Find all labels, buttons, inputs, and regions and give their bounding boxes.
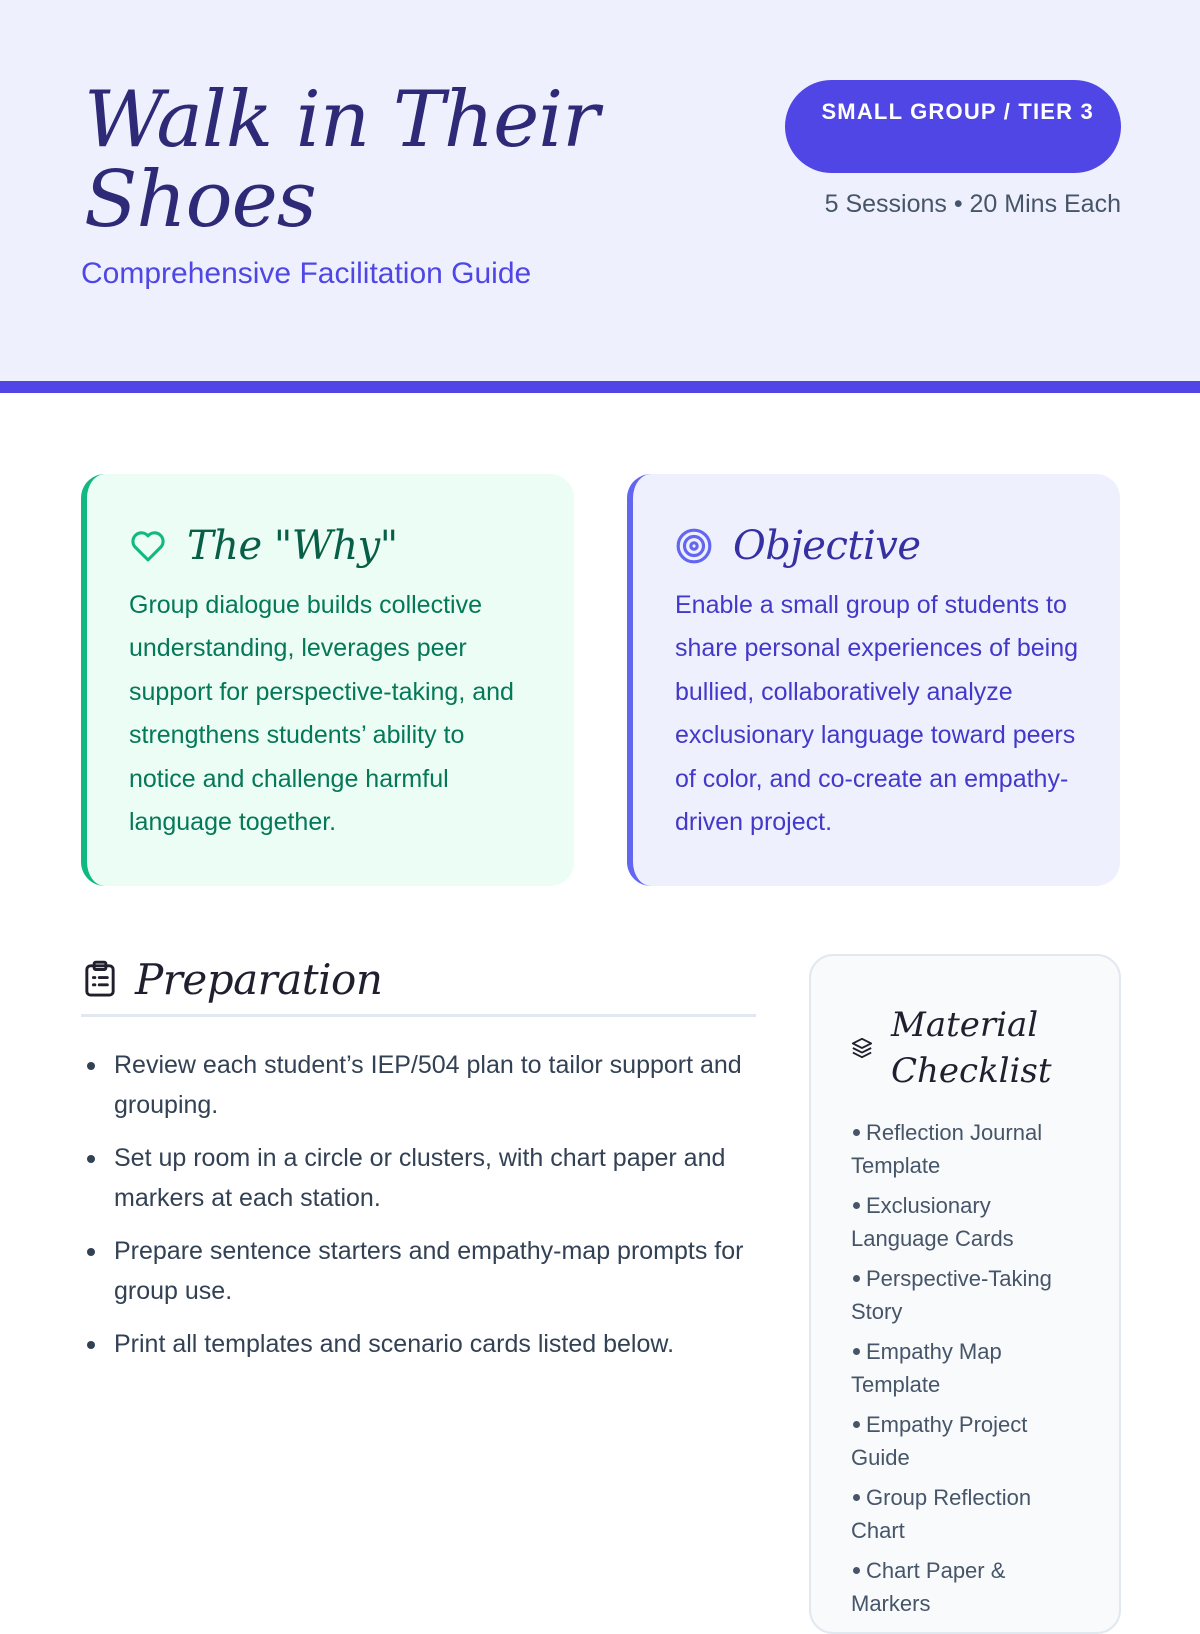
bullet-icon bbox=[853, 1275, 860, 1282]
list-item bbox=[851, 1262, 1089, 1328]
preparation-title: Preparation bbox=[135, 955, 383, 1004]
tier-badge: SMALL GROUP / TIER 3 bbox=[785, 80, 1121, 173]
list-item bbox=[851, 1481, 1089, 1547]
heart-icon bbox=[129, 529, 167, 563]
material-checklist-title: Material Checklist bbox=[891, 1005, 1052, 1091]
list-item: Review each student’s IEP/504 plan to tailor support and grouping. bbox=[81, 1045, 761, 1125]
list-item bbox=[851, 1335, 1089, 1401]
why-title: The "Why" bbox=[187, 523, 398, 569]
list-item: Print all templates and scenario cards listed below. bbox=[81, 1324, 761, 1364]
clipboard-list-icon bbox=[83, 960, 117, 998]
material-item-label: Empathy Project Guide bbox=[851, 1412, 1028, 1470]
material-checklist bbox=[809, 954, 1121, 1634]
bullet-icon bbox=[853, 1348, 860, 1355]
list-item bbox=[851, 1189, 1089, 1255]
bullet-icon bbox=[853, 1129, 860, 1136]
material-item-label: Chart Paper & Markers bbox=[851, 1558, 1006, 1616]
material-item-label: Group Reflection Chart bbox=[851, 1485, 1032, 1543]
material-item-label: Exclusionary Language Cards bbox=[851, 1193, 1014, 1251]
objective-card bbox=[627, 474, 1120, 886]
material-item-label: Perspective-Taking Story bbox=[851, 1266, 1052, 1324]
material-list bbox=[851, 1116, 1089, 1620]
list-item bbox=[851, 1554, 1089, 1620]
page-subtitle: Comprehensive Facilitation Guide bbox=[81, 257, 532, 290]
bullet-icon bbox=[853, 1202, 860, 1209]
preparation-header bbox=[81, 952, 756, 1017]
objective-body: Enable a small group of students to share personal experiences of being bullied, collaboratively analyze exclusionary language toward peers of color, and co-create an empathy-driven project. bbox=[675, 591, 1079, 837]
bullet-icon bbox=[853, 1421, 860, 1428]
session-meta: 5 Sessions • 20 Mins Each bbox=[824, 190, 1121, 218]
target-icon bbox=[675, 527, 713, 565]
material-item-label: Reflection Journal Template bbox=[851, 1120, 1043, 1178]
why-card bbox=[81, 474, 574, 886]
page-header bbox=[0, 0, 1200, 393]
list-item bbox=[851, 1408, 1089, 1474]
list-item: Set up room in a circle or clusters, with chart paper and markers at each station. bbox=[81, 1138, 761, 1218]
page-title: Walk in Their Shoes bbox=[84, 75, 599, 245]
list-item: Prepare sentence starters and empathy-map prompts for group use. bbox=[81, 1231, 761, 1311]
why-body: Group dialogue builds collective understanding, leverages peer support for perspective-taking, and strengthens students’ ability to notice and challenge harmful language together. bbox=[129, 591, 514, 837]
preparation-list bbox=[81, 1045, 761, 1377]
objective-title: Objective bbox=[733, 523, 921, 569]
layers-icon bbox=[851, 1037, 873, 1059]
material-item-label: Empathy Map Template bbox=[851, 1339, 1002, 1397]
bullet-icon bbox=[853, 1567, 860, 1574]
list-item bbox=[851, 1116, 1089, 1182]
bullet-icon bbox=[853, 1494, 860, 1501]
